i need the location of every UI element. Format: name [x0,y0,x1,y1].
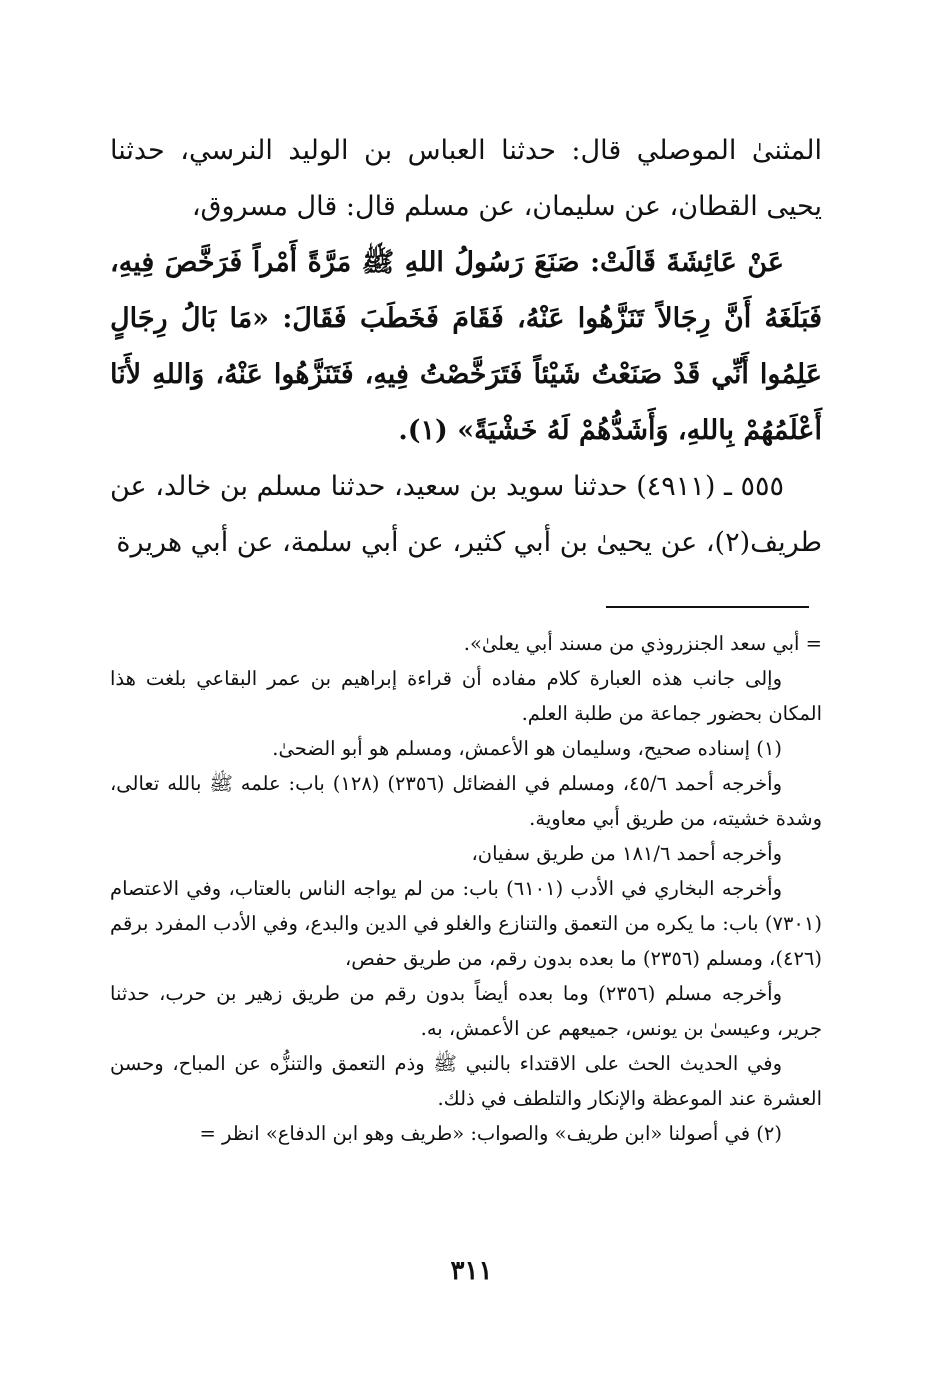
footnotes [110,626,822,1151]
footnote-margin-note: وإلى جانب هذه العبارة كلام مفاده أن قراءة إبراهيم بن عمر البقاعي بلغت هذا المكان بحضور جماعة من طلبة العلم. [110,667,822,725]
isnad-paragraph: المثنىٰ الموصلي قال: حدثنا العباس بن الوليد النرسي، حدثنا يحيى القطان، عن سليمان، عن مسلم قال: قال مسروق، [110,135,822,222]
footnote-1: (١) إسناده صحيح، وسليمان هو الأعمش، ومسلم هو أبو الضحىٰ. [272,737,782,760]
footnote-separator [606,606,809,608]
footnote-carryover: = أبي سعد الجنزروذي من مسند أبي يعلىٰ». [463,632,822,655]
hadith-554-text: عَنْ عَائِشَةَ قَالَتْ: صَنَعَ رَسُولُ اللهِ ﷺ مَرَّةً أَمْراً فَرَخَّصَ فِيهِ، فَبَلَغَهُ أَنَّ رِجَالاً تَنَزَّهُوا عَنْهُ، فَقَامَ فَخَطَبَ فَقَالَ: «مَا بَالُ رِجَالٍ عَلِمُوا أَنِّي قَدْ صَنَعْتُ شَيْئاً فَتَرَخَّصْتُ فِيهِ، فَتَنَزَّهُوا عَنْهُ، وَاللهِ لأَنَا أَعْلَمُهُمْ بِاللهِ، وَأَشَدُّهُمْ لَهُ خَشْيَةً» (١). [110,247,822,446]
footnote-1-bukhari: وأخرجه البخاري في الأدب (٦١٠١) باب: من لم يواجه الناس بالعتاب، وفي الاعتصام (٧٣٠١) باب: ما يكره من التعمق والتنازع والغلو في الدين والبدع، وفي الأدب المفرد برقم (٤٢٦)، ومسلم (٢٣٥٦) ما بعده بدون رقم، من طريق حفص، [110,877,822,970]
footnote-1-ahmad-2: وأخرجه أحمد ١٨١/٦ من طريق سفيان، [471,842,782,865]
footnote-2: (٢) في أصولنا «ابن طريف» والصواب: «طريف وهو ابن الدفاع» انظر = [199,1122,782,1145]
hadith-555-isnad: ٥٥٥ ـ (٤٩١١) حدثنا سويد بن سعيد، حدثنا مسلم بن خالد، عن طريف(٢)، عن يحيىٰ بن أبي كثير، عن أبي سلمة، عن أبي هريرة [110,471,822,558]
footnote-1-benefit: وفي الحديث الحث على الاقتداء بالنبي ﷺ وذم التعمق والتنزُّه عن المباح، وحسن العشرة عند الموعظة والإنكار والتلطف في ذلك. [110,1052,822,1110]
page-number: ٣١١ [450,1256,493,1286]
footnote-1-ahmad: وأخرجه أحمد ٤٥/٦، ومسلم في الفضائل (٢٣٥٦) (١٢٨) باب: علمه ﷺ بالله تعالى، وشدة خشيته، من طريق أبي معاوية. [110,772,822,830]
footnote-1-muslim: وأخرجه مسلم (٢٣٥٦) وما بعده أيضاً بدون رقم من طريق زهير بن حرب، حدثنا جرير، وعيسىٰ بن يونس، جميعهم عن الأعمش، به. [110,982,822,1040]
main-text [110,123,822,571]
